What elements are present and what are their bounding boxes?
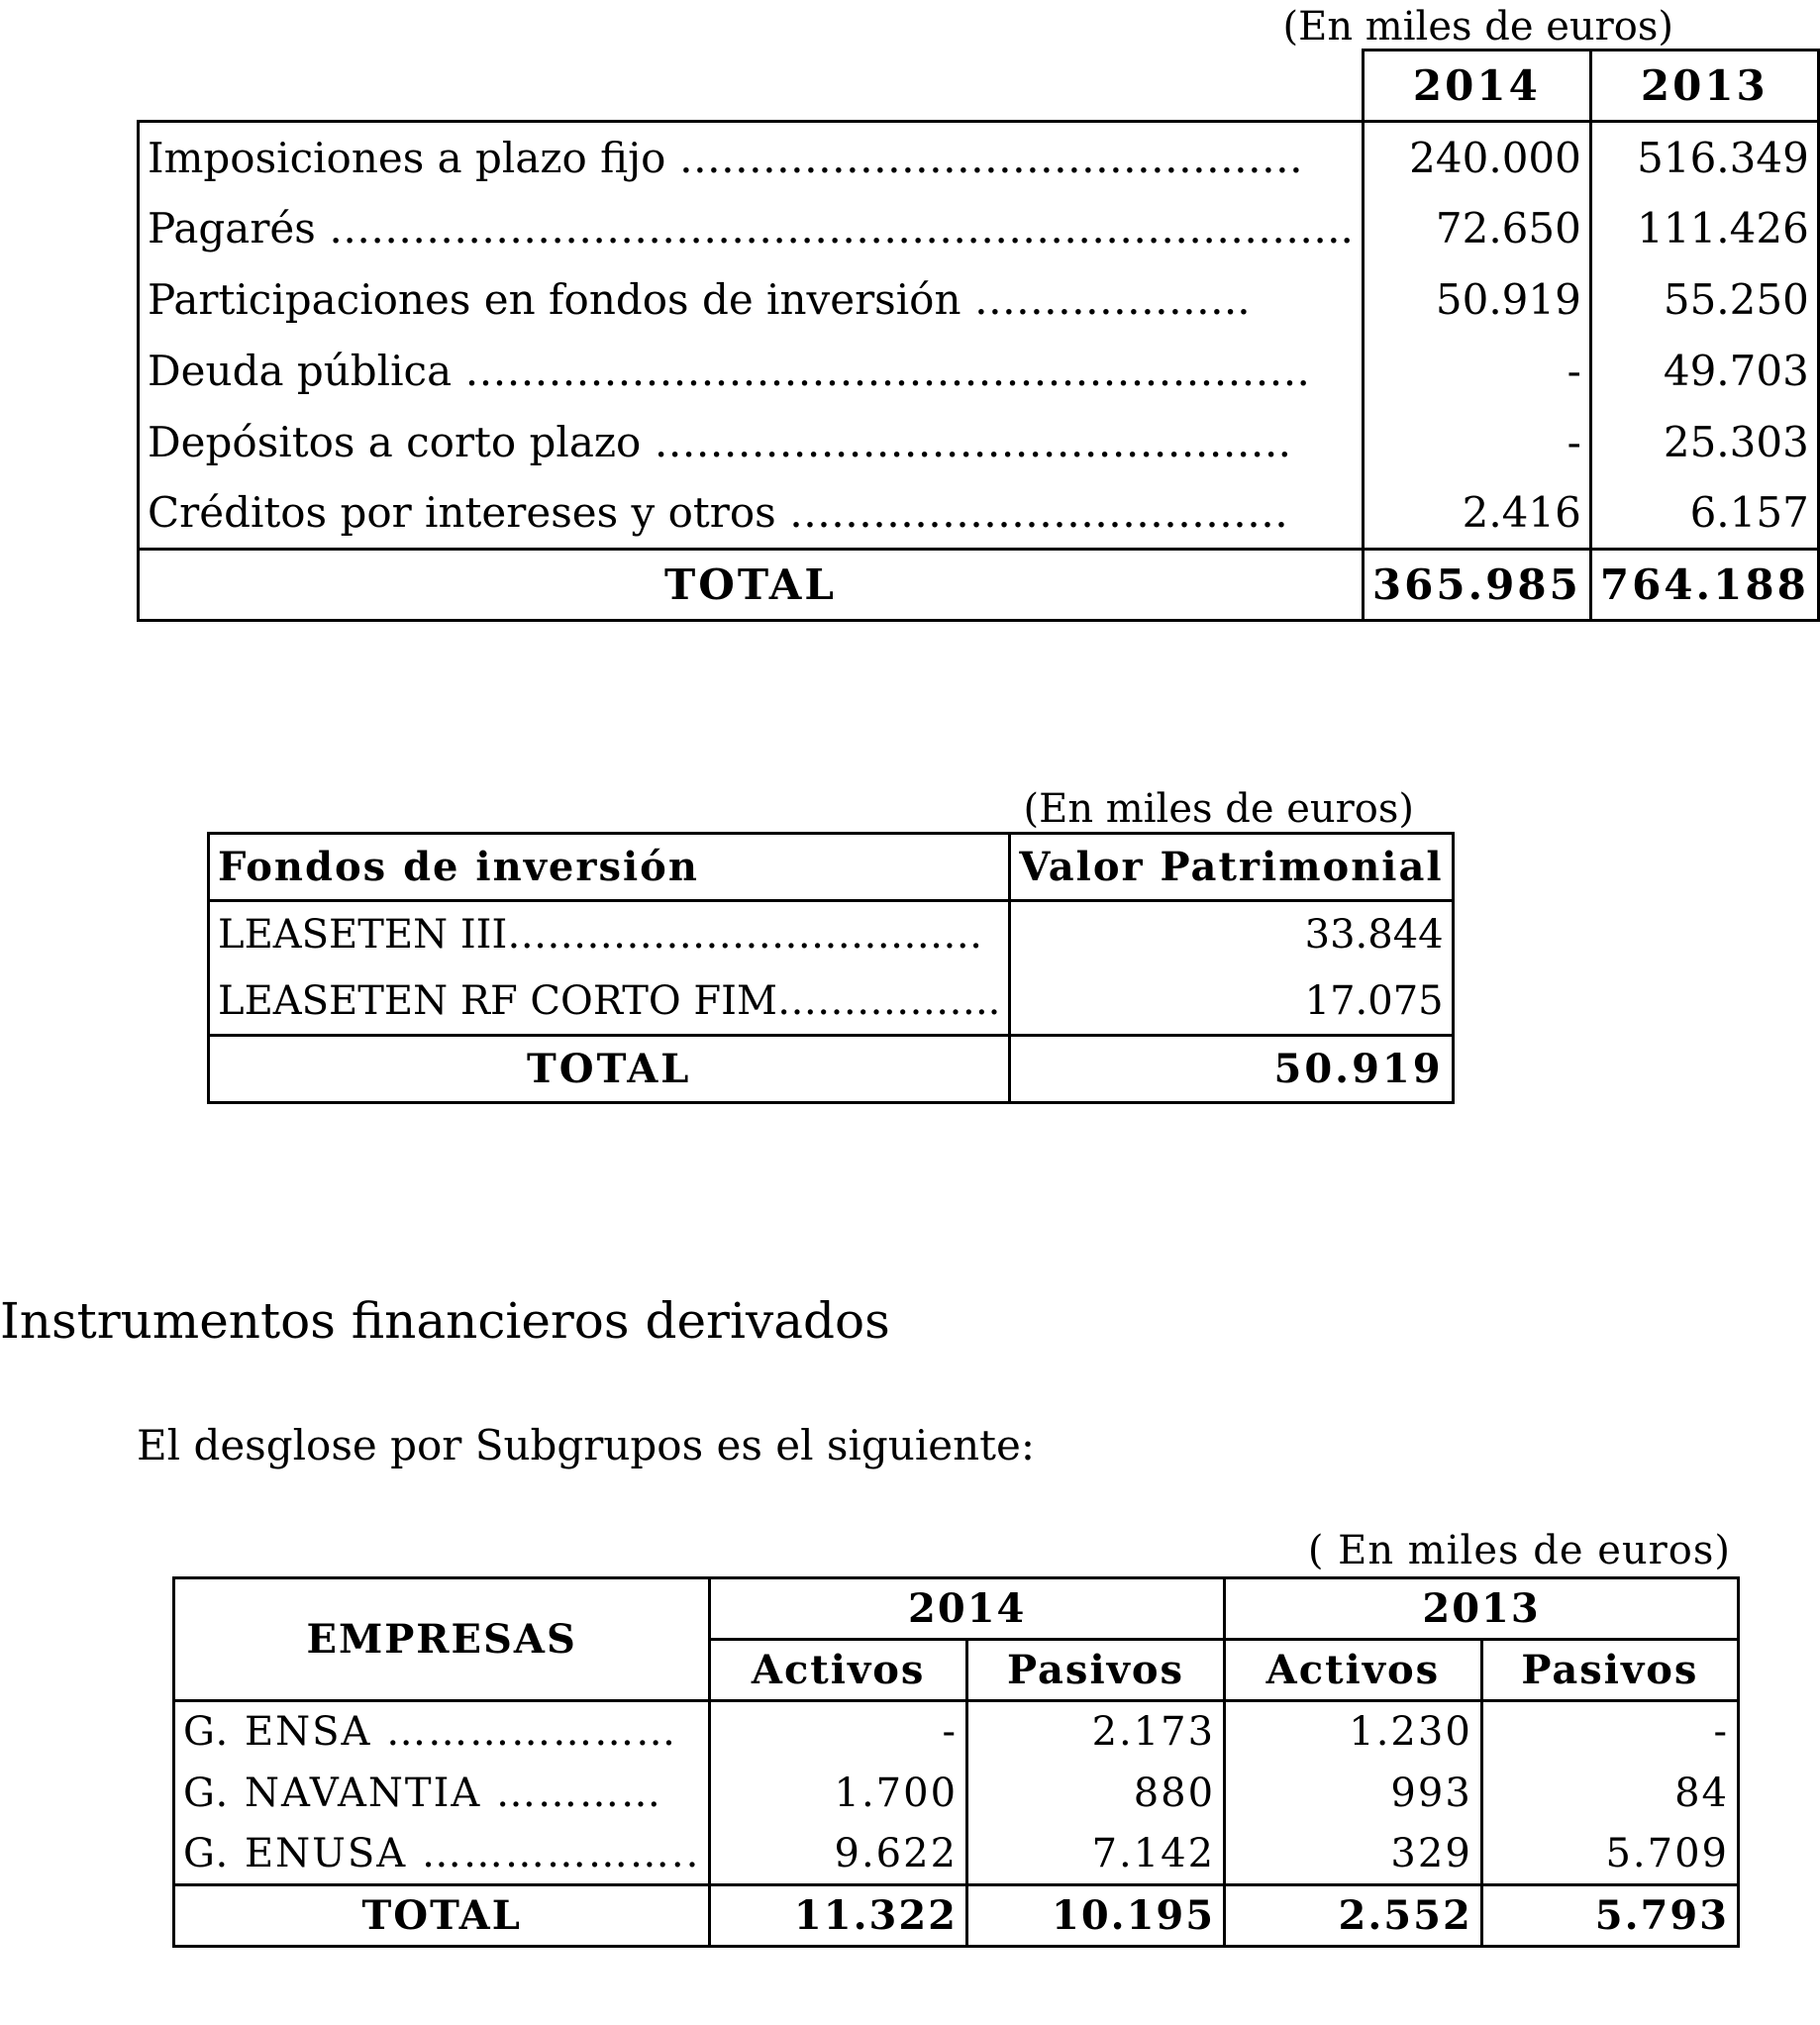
cell-2014: -	[1363, 336, 1590, 407]
total-pasivos-2013: 5.793	[1481, 1885, 1738, 1947]
cell-2013: 6.157	[1590, 478, 1818, 550]
table-row	[174, 1824, 1739, 1885]
total-row	[209, 1036, 1454, 1103]
total-label: TOTAL	[139, 550, 1364, 621]
cell-pasivos-2014: 7.142	[967, 1824, 1225, 1885]
funds-table	[207, 832, 1455, 1104]
investments-table	[137, 49, 1820, 622]
header-year-2014: 2014	[710, 1578, 1225, 1640]
cell-2013: 25.303	[1590, 407, 1818, 478]
cell-pasivos-2013: 5.709	[1481, 1824, 1738, 1885]
header-empresas: EMPRESAS	[174, 1578, 710, 1701]
cell-2014: 2.416	[1363, 478, 1590, 550]
table-header-row	[139, 51, 1819, 122]
table-row	[139, 407, 1819, 478]
header-year-2013: 2013	[1225, 1578, 1739, 1640]
total-value: 50.919	[1010, 1036, 1453, 1103]
cell-value: 33.844	[1010, 901, 1453, 968]
total-activos-2014: 11.322	[710, 1885, 967, 1947]
cell-pasivos-2013: 84	[1481, 1763, 1738, 1824]
cell-pasivos-2014: 880	[967, 1763, 1225, 1824]
subheader-activos-2013: Activos	[1225, 1640, 1482, 1701]
row-label: Participaciones en fondos de inversión ………………..	[139, 264, 1364, 336]
cell-2013: 49.703	[1590, 336, 1818, 407]
table-row	[139, 193, 1819, 264]
total-label: TOTAL	[174, 1885, 710, 1947]
row-label: G. NAVANTIA …………	[174, 1763, 710, 1824]
total-row	[139, 550, 1819, 621]
row-label: Créditos por intereses y otros ………………………………	[139, 478, 1364, 550]
row-label: Imposiciones a plazo fijo ………………………………………	[139, 122, 1364, 193]
section-paragraph: El desglose por Subgrupos es el siguiente:	[137, 1421, 1036, 1469]
table-row	[209, 968, 1454, 1036]
table-row	[209, 901, 1454, 968]
cell-activos-2013: 329	[1225, 1824, 1482, 1885]
header-funds: Fondos de inversión	[209, 834, 1010, 901]
total-row	[174, 1885, 1739, 1947]
total-2014: 365.985	[1363, 550, 1590, 621]
table2-unit: (En miles de euros)	[1023, 786, 1414, 832]
row-label: G. ENSA …………………	[174, 1701, 710, 1763]
row-label: G. ENUSA ………………..	[174, 1824, 710, 1885]
total-pasivos-2014: 10.195	[967, 1885, 1225, 1947]
header-value: Valor Patrimonial	[1010, 834, 1453, 901]
cell-pasivos-2013: -	[1481, 1701, 1738, 1763]
cell-2014: -	[1363, 407, 1590, 478]
cell-activos-2013: 1.230	[1225, 1701, 1482, 1763]
cell-2014: 240.000	[1363, 122, 1590, 193]
table-row	[174, 1701, 1739, 1763]
total-label: TOTAL	[209, 1036, 1010, 1103]
section-heading: Instrumentos financieros derivados	[0, 1292, 890, 1350]
cell-activos-2014: 9.622	[710, 1824, 967, 1885]
cell-activos-2013: 993	[1225, 1763, 1482, 1824]
table-row	[139, 478, 1819, 550]
cell-2014: 72.650	[1363, 193, 1590, 264]
derivatives-table	[172, 1576, 1740, 1948]
cell-2013: 111.426	[1590, 193, 1818, 264]
cell-activos-2014: -	[710, 1701, 967, 1763]
subheader-pasivos-2013: Pasivos	[1481, 1640, 1738, 1701]
cell-value: 17.075	[1010, 968, 1453, 1036]
row-label: LEASETEN III………………………………	[209, 901, 1010, 968]
cell-2013: 55.250	[1590, 264, 1818, 336]
cell-pasivos-2014: 2.173	[967, 1701, 1225, 1763]
row-label: Pagarés ………………………………………………………………..	[139, 193, 1364, 264]
header-2014: 2014	[1363, 51, 1590, 122]
table-header-row	[174, 1578, 1739, 1640]
table-row	[139, 122, 1819, 193]
cell-activos-2014: 1.700	[710, 1763, 967, 1824]
row-label: Depósitos a corto plazo ……………………………………….	[139, 407, 1364, 478]
subheader-pasivos-2014: Pasivos	[967, 1640, 1225, 1701]
total-2013: 764.188	[1590, 550, 1818, 621]
row-label: LEASETEN RF CORTO FIM……………..	[209, 968, 1010, 1036]
table-row	[139, 336, 1819, 407]
header-2013: 2013	[1590, 51, 1818, 122]
row-label: Deuda pública …………………………………………………….	[139, 336, 1364, 407]
table1-unit: (En miles de euros)	[1282, 4, 1673, 50]
cell-2014: 50.919	[1363, 264, 1590, 336]
cell-2013: 516.349	[1590, 122, 1818, 193]
subheader-activos-2014: Activos	[710, 1640, 967, 1701]
table-header-row	[209, 834, 1454, 901]
total-activos-2013: 2.552	[1225, 1885, 1482, 1947]
table-row	[139, 264, 1819, 336]
table3-unit: ( En miles de euros)	[1307, 1528, 1731, 1573]
table-row	[174, 1763, 1739, 1824]
